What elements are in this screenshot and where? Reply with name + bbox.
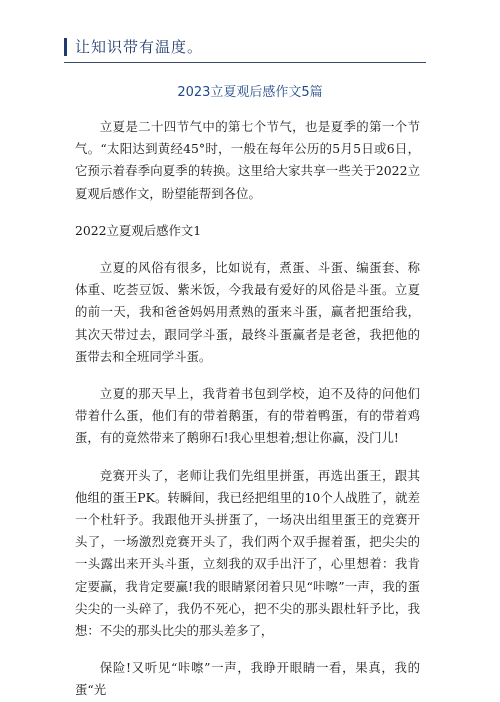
document-title: 2023立夏观后感作文5篇 (177, 85, 323, 100)
body-paragraph-1: 立夏的风俗有很多，比如说有，煮蛋、斗蛋、编蛋套、称体重、吃荟豆饭、紫米饭，今我最有爱好的风俗是斗蛋。立夏的前一天，我和爸爸妈妈用煮熟的蛋来斗蛋，赢者把蛋给我，其次天带过去，跟同学斗蛋，最终斗蛋赢者是老爸，我把他的蛋带去和全班同学斗蛋。 (75, 260, 420, 364)
header-divider (64, 62, 426, 63)
document-body (75, 116, 420, 702)
body-paragraph-2: 立夏的那天早上，我背着书包到学校，迫不及待的问他们带着什么蛋，他们有的带着鹅蛋，有的带着鸭蛋，有的带着鸡蛋，有的竟然带来了鹅卵石!我心里想着;想让你赢，没门儿! (75, 386, 420, 446)
intro-paragraph: 立夏是二十四节气中的第七个节气，也是夏季的第一个节气。“太阳达到黄经45°时，一般在每年公历的5月5日或6日，它预示着春季向夏季的转换。这里给大家共享一些关于2022立夏观后感作文，盼望能帮到各位。 (75, 119, 420, 201)
page-header (64, 36, 203, 57)
header-slogan: 让知识带有温度。 (75, 38, 204, 56)
body-paragraph-3: 竞赛开头了，老师让我们先组里拼蛋，再选出蛋王，跟其他组的蛋王PK。转瞬间，我已经把组里的10个人战胜了，就差一个杜轩予。我跟他开头拼蛋了，一场决出组里蛋王的竞赛开头了，一场激烈竞赛开头了，我们两个双手握着蛋，把尖尖的一头露出来开头斗蛋，立刻我的双手出汗了，心里想着：我肯定要赢，我肯定要赢!我的眼睛紧闭着只见“咔嚓”一声，我的蛋尖尖的一头碎了，我仍不死心，把不尖的那头跟杜轩予比，我想：不尖的那头比尖的那头差多了， (75, 467, 420, 639)
section-heading: 2022立夏观后感作文1 (75, 222, 202, 238)
header-accent-bar (64, 38, 67, 56)
body-paragraph-4: 保险!又听见“咔嚓”一声，我睁开眼睛一看，果真，我的蛋“光 (75, 660, 420, 698)
